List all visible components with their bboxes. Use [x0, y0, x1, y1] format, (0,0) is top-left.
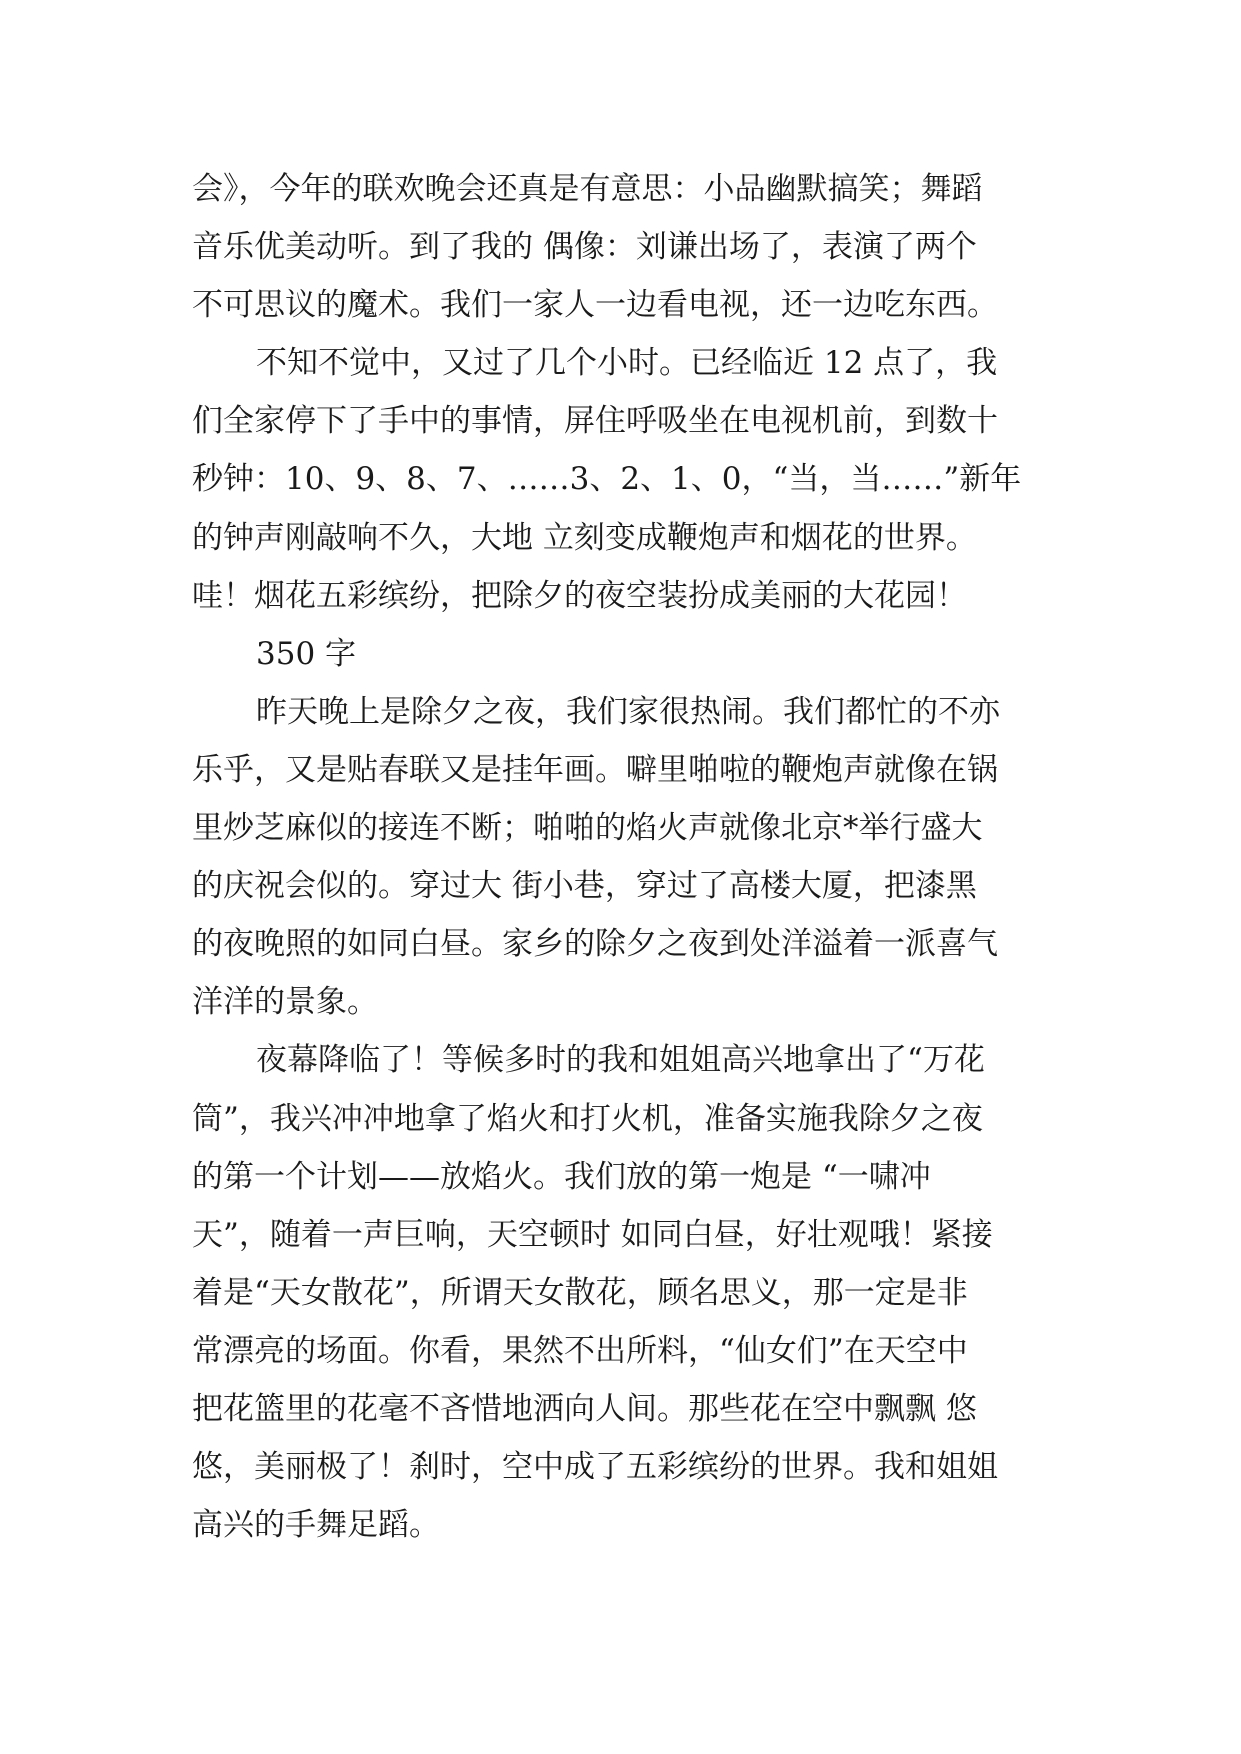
- text-line: 的第一个计划——放焰火。我们放的第一炮是 “一啸冲: [192, 1158, 931, 1195]
- text-line: 哇！烟花五彩缤纷，把除夕的夜空装扮成美丽的大花园！: [192, 577, 967, 614]
- text-line: 高兴的手舞足蹈。: [192, 1507, 440, 1544]
- text-line: 悠，美丽极了！刹时，空中成了五彩缤纷的世界。我和姐姐: [192, 1449, 998, 1486]
- text-line: 不知不觉中，又过了几个小时。已经临近 12 点了，我: [256, 345, 998, 382]
- text-line: 把花篮里的花毫不吝惜地洒向人间。那些花在空中飘飘 悠: [192, 1390, 977, 1427]
- text-line: 乐乎，又是贴春联又是挂年画。噼里啪啦的鞭炮声就像在锅: [192, 751, 998, 788]
- text-line: 秒钟：10、9、8、7、……3、2、1、0，“当，当……”新年: [192, 461, 1022, 498]
- text-line: 们全家停下了手中的事情，屏住呼吸坐在电视机前，到数十: [192, 403, 998, 440]
- text-line: 着是“天女散花”，所谓天女散花，顾名思义，那一定是非: [192, 1274, 968, 1311]
- text-line: 常漂亮的场面。你看，果然不出所料，“仙女们”在天空中: [192, 1332, 968, 1369]
- text-line: 洋洋的景象。: [192, 984, 378, 1021]
- text-line: 会》，今年的联欢晚会还真是有意思：小品幽默搞笑；舞蹈: [192, 171, 983, 207]
- text-line: 350 字: [256, 635, 357, 672]
- text-line: 夜幕降临了！等候多时的我和姐姐高兴地拿出了“万花: [256, 1042, 985, 1079]
- text-line: 的庆祝会似的。穿过大 街小巷，穿过了高楼大厦，把漆黑: [192, 868, 977, 905]
- text-line: 天”，随着一声巨响，天空顿时 如同白昼，好壮观哦！紧接: [192, 1216, 993, 1253]
- text-line: 的夜晚照的如同白昼。家乡的除夕之夜到处洋溢着一派喜气: [192, 926, 998, 963]
- text-line: 里炒芝麻似的接连不断；啪啪的焰火声就像北京*举行盛大: [192, 810, 983, 847]
- text-line: 音乐优美动听。到了我的 偶像：刘谦出场了，表演了两个: [192, 229, 977, 266]
- text-line: 筒”，我兴冲冲地拿了焰火和打火机，准备实施我除夕之夜: [192, 1100, 983, 1137]
- text-line: 不可思议的魔术。我们一家人一边看电视，还一边吃东西。: [192, 287, 998, 324]
- text-line: 昨天晚上是除夕之夜，我们家很热闹。我们都忙的不亦: [256, 693, 1000, 730]
- text-line: 的钟声刚敲响不久，大地 立刻变成鞭炮声和烟花的世界。: [192, 519, 977, 556]
- body-text: [192, 160, 1072, 1554]
